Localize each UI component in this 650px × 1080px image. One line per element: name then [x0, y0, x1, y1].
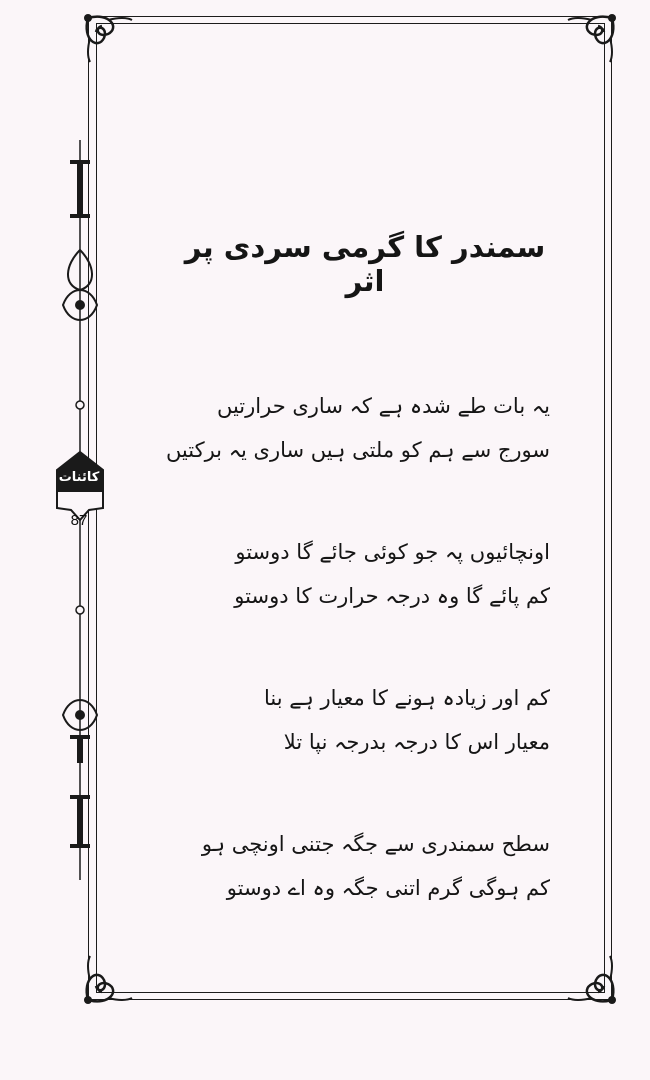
corner-ornament-icon: [80, 10, 140, 70]
verse-line: سورج سے ہم کو ملتی ہیں ساری یہ برکتیں: [165, 438, 550, 462]
verse-line: معیار اس کا درجہ بدرجہ نپا تلا: [283, 730, 550, 754]
corner-ornament-icon: [80, 948, 140, 1008]
stanza: [180, 822, 550, 910]
poem: [165, 230, 550, 968]
verse-line: کم پائے گا وہ درجہ حرارت کا دوستو: [234, 584, 550, 608]
page-title: سمندر کا گرمی سردی پر اثر: [184, 230, 546, 298]
corner-ornament-icon: [560, 948, 620, 1008]
stanza: [180, 530, 550, 618]
spine-ornament-icon: [55, 140, 105, 880]
verse-line: اونچائیوں پہ جو کوئی جائے گا دوستو: [235, 540, 550, 564]
corner-ornament-icon: [560, 10, 620, 70]
page-number: 87: [70, 512, 88, 529]
verse-line: یہ بات طے شدہ ہے کہ ساری حرارتیں: [216, 394, 550, 418]
verse-line: کم اور زیادہ ہونے کا معیار ہے بنا: [263, 686, 550, 710]
stanza: [165, 384, 550, 472]
stanza: [180, 676, 550, 764]
badge-series: کائنات: [58, 470, 100, 485]
verse-line: سطح سمندری سے جگہ جتنی اونچی ہو: [201, 832, 550, 856]
verse-line: کم ہوگی گرم اتنی جگہ وہ اے دوستو: [226, 876, 550, 900]
